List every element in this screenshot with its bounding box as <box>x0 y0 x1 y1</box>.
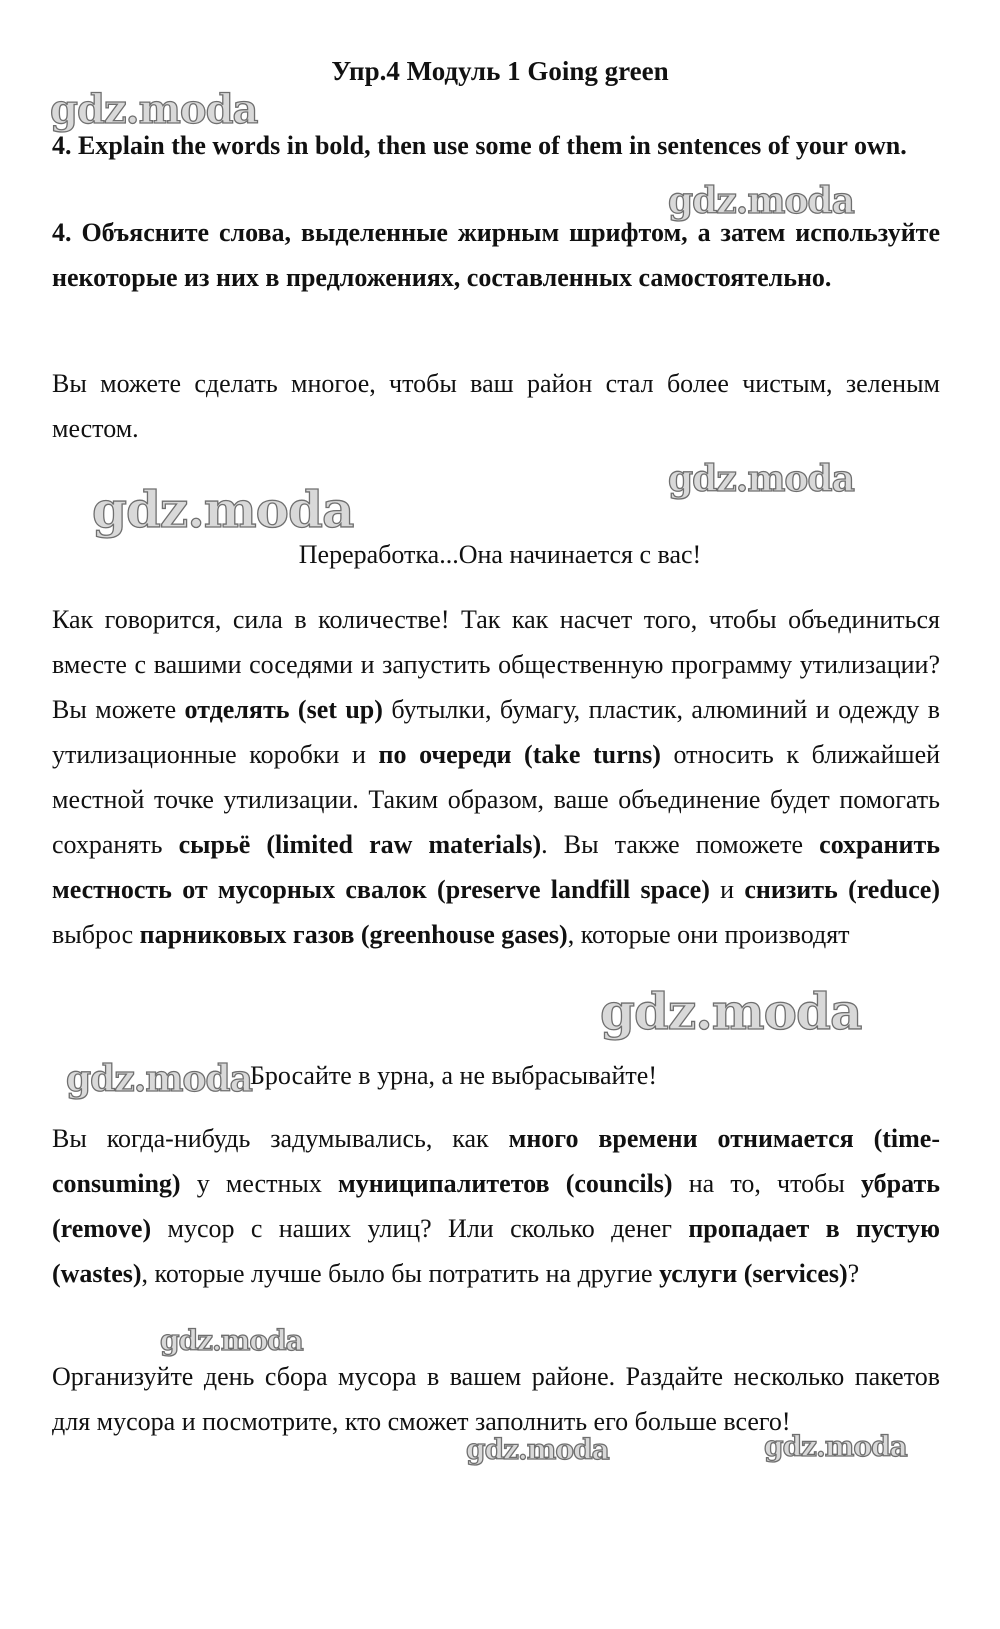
task-russian <box>52 210 940 300</box>
task-english-text: 4. Explain the words in bold, then use some of them in sentences of your own. <box>52 131 907 160</box>
watermark: gdz.moda <box>668 458 854 500</box>
watermark: gdz.moda <box>764 1430 907 1463</box>
watermark: gdz.moda <box>50 86 258 133</box>
watermark: gdz.moda <box>466 1433 609 1466</box>
section1-paragraph <box>52 597 940 957</box>
bold-term: снизить (reduce) <box>744 875 941 904</box>
task-english <box>52 123 940 168</box>
watermark: gdz.moda <box>668 180 854 222</box>
text-run: выброс <box>52 920 140 949</box>
section1-heading: Переработка...Она начинается с вас! <box>298 540 702 569</box>
bold-term: сохранить местность от мусорных свалок (preserve landfill space) <box>52 830 940 904</box>
text-run: бутылки, бумагу, пластик, алюминий и одежду в утилизационные коробки и <box>52 695 940 769</box>
text-run: , которые лучше было бы потратить на другие <box>141 1259 660 1288</box>
bold-term: много времени отнимается (time-consuming) <box>52 1124 941 1198</box>
section2-paragraph-1 <box>52 1116 940 1296</box>
text-run: Вы когда-нибудь задумывались, как <box>52 1124 509 1153</box>
task-russian-text: 4. Объясните слова, выделенные жирным шрифтом, а затем используйте некоторые из них в предложениях, составленных самостоятельно. <box>52 218 940 292</box>
bold-term: отделять (set up) <box>184 695 383 724</box>
text-run: на то, чтобы <box>672 1169 862 1198</box>
text-run: и <box>709 875 745 904</box>
text-run: Как говорится, сила в количестве! Так как насчет того, чтобы объединиться вместе с вашими соседями и запустить общественную программу утилизации? Вы можете <box>52 605 940 724</box>
watermark: gdz.moda <box>66 1058 252 1100</box>
section1-text <box>52 597 940 957</box>
watermark: gdz.moda <box>92 480 354 539</box>
bold-term: услуги (services) <box>659 1259 848 1288</box>
bold-term: пропадает в пустую (wastes) <box>52 1214 940 1288</box>
text-run: , которые они производят <box>567 920 850 949</box>
section2-text-2: Организуйте день сбора мусора в вашем районе. Раздайте несколько пакетов для мусора и посмотрите, кто сможет заполнить его больше всего! <box>52 1362 940 1436</box>
text-run: у местных <box>180 1169 338 1198</box>
bold-term: убрать (remove) <box>52 1169 940 1243</box>
bold-term: сырьё (limited raw materials) <box>178 830 542 859</box>
text-run: относить к ближайшей местной точке утилизации. Таким образом, ваше объединение будет помогать сохранять <box>52 740 941 859</box>
text-run: мусор с наших улиц? Или сколько денег <box>151 1214 689 1243</box>
text-run: ? <box>847 1259 860 1288</box>
text-run: . Вы также поможете <box>541 830 820 859</box>
intro-text: Вы можете сделать многое, чтобы ваш район стал более чистым, зеленым местом. <box>52 369 940 443</box>
watermark: gdz.moda <box>160 1324 303 1357</box>
section2-heading: Бросайте в урна, а не выбрасывайте! <box>250 1061 657 1090</box>
bold-term: муниципалитетов (councils) <box>338 1169 673 1198</box>
intro-paragraph <box>52 361 940 451</box>
section2-text-1 <box>52 1116 940 1296</box>
bold-term: парниковых газов (greenhouse gases) <box>139 920 568 949</box>
bold-term: по очереди (take turns) <box>378 740 661 769</box>
page-title: Упр.4 Модуль 1 Going green <box>331 56 669 86</box>
watermark: gdz.moda <box>600 982 862 1041</box>
